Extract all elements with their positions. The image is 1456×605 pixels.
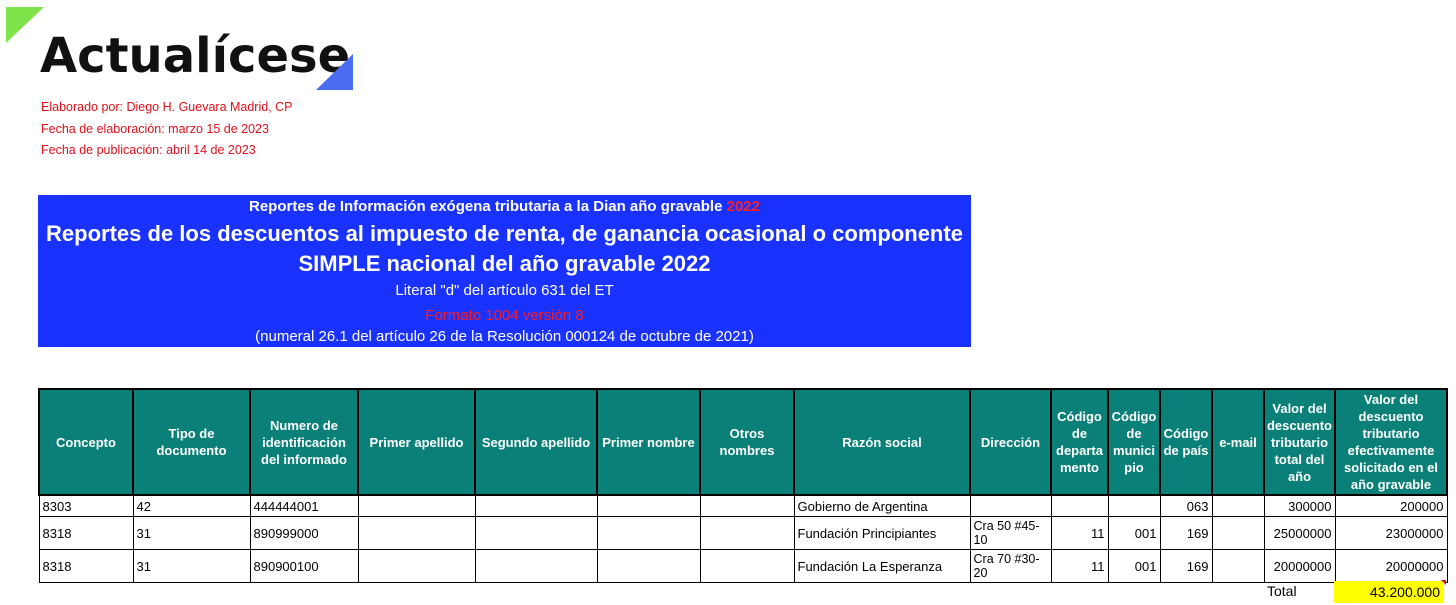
table-body [39,495,1447,583]
banner-legal-reference: Literal "d" del artículo 631 del ET [395,282,614,299]
brand-logo: Actualícese [40,28,351,84]
column-header-otros-nombres: Otros nombres [700,389,794,495]
cell-concepto[interactable]: 8318 [39,550,133,583]
author-line: Elaborado por: Diego H. Guevara Madrid, CP [41,100,293,114]
cell-primer-nombre[interactable] [597,550,700,583]
cell-email[interactable] [1212,550,1264,583]
table-row [39,495,1447,517]
cell-direccion[interactable] [970,495,1051,517]
column-header-direccion: Dirección [970,389,1051,495]
column-header-codigo-departamento: Código de departa mento [1051,389,1108,495]
cell-email[interactable] [1212,517,1264,550]
column-header-concepto: Concepto [39,389,133,495]
cell-codigo-municipio[interactable]: 001 [1108,550,1160,583]
cell-otros-nombres[interactable] [700,517,794,550]
cell-tipo-documento[interactable]: 31 [133,550,250,583]
banner-format-version: Formato 1004 versión 8 [425,307,584,324]
comment-indicator-icon [1441,580,1446,585]
cell-otros-nombres[interactable] [700,550,794,583]
cell-codigo-municipio[interactable]: 001 [1108,517,1160,550]
column-header-primer-apellido: Primer apellido [358,389,475,495]
cell-codigo-departamento[interactable]: 11 [1051,517,1108,550]
column-header-valor-descuento-solicitado: Valor del descuento tributario efectivamente solicitado en el año gravable [1335,389,1447,495]
column-header-segundo-apellido: Segundo apellido [475,389,597,495]
logo-accent-green [6,7,44,43]
cell-codigo-municipio[interactable] [1108,495,1160,517]
column-header-primer-nombre: Primer nombre [597,389,700,495]
column-header-numero-identificacion: Numero de identificación del informado [250,389,358,495]
cell-segundo-apellido[interactable] [475,550,597,583]
cell-codigo-pais[interactable]: 063 [1160,495,1212,517]
cell-primer-nombre[interactable] [597,517,700,550]
report-title-banner [38,195,971,347]
total-label: Total [1267,583,1297,599]
cell-tipo-documento[interactable]: 42 [133,495,250,517]
cell-concepto[interactable]: 8318 [39,517,133,550]
cell-segundo-apellido[interactable] [475,517,597,550]
cell-codigo-departamento[interactable]: 11 [1051,550,1108,583]
cell-valor-descuento-total[interactable]: 25000000 [1264,517,1335,550]
cell-numero-identificacion[interactable]: 444444001 [250,495,358,517]
column-header-email: e-mail [1212,389,1264,495]
cell-email[interactable] [1212,495,1264,517]
cell-razon-social[interactable]: Fundación La Esperanza [794,550,970,583]
column-header-valor-descuento-total: Valor del descuento tributario total del año [1264,389,1335,495]
banner-title: Reportes de los descuentos al impuesto de renta, de ganancia ocasional o componente SIMPLE nacional del año gravable 2022 [46,221,963,276]
report-table [38,388,1448,583]
banner-subtitle-text: Reportes de Información exógena tributaria a la Dian año gravable [248,198,727,215]
published-date: Fecha de publicación: abril 14 de 2023 [41,143,256,157]
column-header-razon-social: Razón social [794,389,970,495]
cell-codigo-pais[interactable]: 169 [1160,550,1212,583]
cell-numero-identificacion[interactable]: 890999000 [250,517,358,550]
cell-codigo-pais[interactable]: 169 [1160,517,1212,550]
cell-razon-social[interactable]: Fundación Principiantes [794,517,970,550]
cell-valor-descuento-total[interactable]: 300000 [1264,495,1335,517]
cell-valor-descuento-solicitado[interactable]: 23000000 [1335,517,1447,550]
cell-numero-identificacion[interactable]: 890900100 [250,550,358,583]
cell-segundo-apellido[interactable] [475,495,597,517]
cell-valor-descuento-solicitado[interactable]: 20000000 [1335,550,1447,583]
cell-valor-descuento-solicitado[interactable]: 200000 [1335,495,1447,517]
cell-tipo-documento[interactable]: 31 [133,517,250,550]
cell-direccion[interactable]: Cra 50 #45-10 [970,517,1051,550]
cell-direccion[interactable]: Cra 70 #30-20 [970,550,1051,583]
cell-razon-social[interactable]: Gobierno de Argentina [794,495,970,517]
total-value-cell[interactable]: 43.200.000 [1334,581,1444,603]
table-row [39,517,1447,550]
cell-primer-apellido[interactable] [358,517,475,550]
cell-primer-nombre[interactable] [597,495,700,517]
cell-primer-apellido[interactable] [358,550,475,583]
table-row [39,550,1447,583]
banner-subtitle [38,198,971,215]
cell-concepto[interactable]: 8303 [39,495,133,517]
column-header-codigo-pais: Código de país [1160,389,1212,495]
cell-primer-apellido[interactable] [358,495,475,517]
cell-codigo-departamento[interactable] [1051,495,1108,517]
column-header-tipo-documento: Tipo de documento [133,389,250,495]
cell-otros-nombres[interactable] [700,495,794,517]
table-header-row [39,389,1447,495]
banner-year: 2022 [726,198,760,215]
column-header-codigo-municipio: Código de munici pio [1108,389,1160,495]
banner-resolution: (numeral 26.1 del artículo 26 de la Resolución 000124 de octubre de 2021) [255,328,754,345]
cell-valor-descuento-total[interactable]: 20000000 [1264,550,1335,583]
created-date: Fecha de elaboración: marzo 15 de 2023 [41,122,269,136]
logo-accent-blue [316,54,353,90]
